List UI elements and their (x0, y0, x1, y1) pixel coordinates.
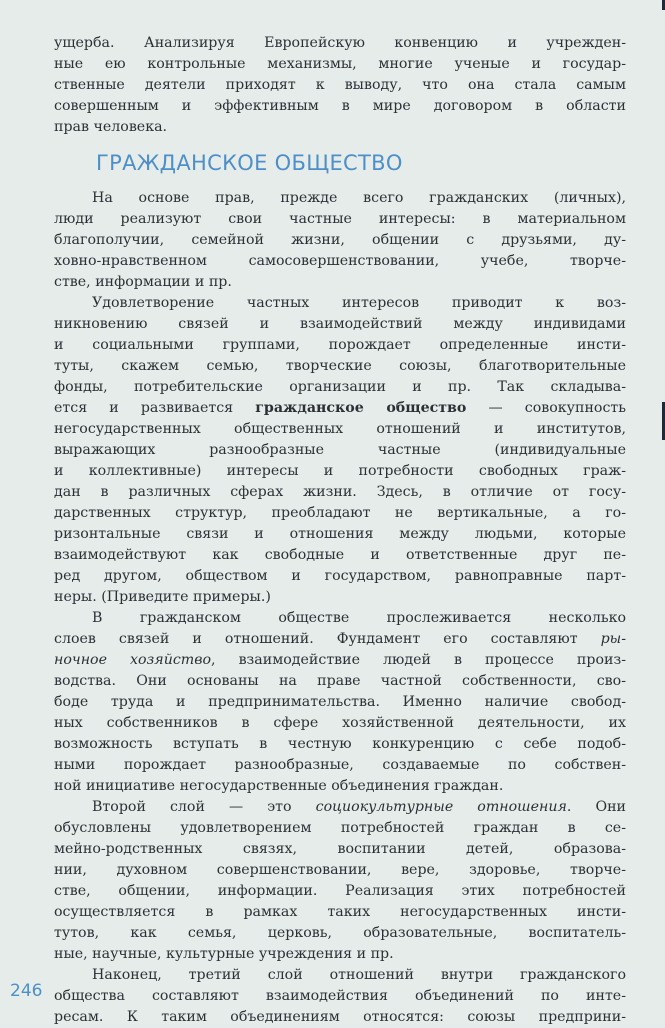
text-line: дарственных структур, преобладают не вертикальные, а го- (54, 505, 626, 521)
text-span: ется и развивается (54, 400, 256, 416)
text-line: стве, информации и пр. (54, 274, 232, 290)
text-span: слоев связей и отношений. Фундамент его составляют (54, 631, 601, 647)
section-heading: ГРАЖДАНСКОЕ ОБЩЕСТВО (96, 151, 403, 175)
text-line: благополучии, семейной жизни, общении с друзьями, ду- (54, 232, 626, 248)
text-line: ные, научные, культурные учреждения и пр. (54, 946, 394, 962)
text-line: ризонтальные связи и отношения между людьми, которые (54, 526, 626, 542)
text-line: возможность вступать в честную конкуренцию с себе подоб- (54, 736, 626, 752)
text-line: На основе прав, прежде всего гражданских (личных), (92, 190, 626, 206)
text-line: совершенным и эффективным в мире договором в области (54, 98, 626, 114)
text-line: ред другом, обществом и государством, равноправные парт- (54, 568, 626, 584)
text-line: ресам. К таким объединениям относятся: союзы предприни- (54, 1009, 626, 1025)
text-line: фонды, потребительские организации и пр. Так складыва- (54, 379, 626, 395)
italic-term: социокультурные отношения (315, 799, 567, 815)
text-line: и коллективные) интересы и потребности свободных граж- (54, 463, 626, 479)
text-line-with-term (54, 398, 626, 419)
text-line: общества составляют взаимодействия объединений по инте- (54, 988, 626, 1004)
text-line: водства. Они основаны на праве частной собственности, сво- (54, 673, 626, 689)
text-line-with-italic (92, 797, 626, 818)
text-line: ными порождает разнообразные, создаваемые по собствен- (54, 757, 626, 773)
text-line: неры. (Приведите примеры.) (54, 589, 271, 605)
text-line: люди реализуют свои частные интересы: в материальном (54, 211, 626, 227)
italic-term: ночное хозяйство (54, 652, 212, 668)
text-line: и социальными группами, порождает определенные инсти- (54, 337, 626, 353)
text-line: ственные деятели приходят к выводу, что она стала самым (54, 77, 626, 93)
text-line: ных собственников в сфере хозяйственной деятельности, их (54, 715, 626, 731)
key-term: гражданское общество (255, 400, 467, 416)
text-line: боде труда и предпринимательства. Именно наличие свобод- (54, 694, 626, 710)
text-line: ховно-нравственном самосовершенствовании, учебе, творче- (54, 253, 626, 269)
text-line: обусловлены удовлетворением потребностей граждан в се- (54, 820, 626, 836)
text-line: тутов, как семья, церковь, образовательные, воспитатель- (54, 925, 626, 941)
text-line: осуществляется в рамках таких негосударственных инсти- (54, 904, 626, 920)
text-line-with-italic (54, 629, 626, 650)
page-number: 246 (10, 981, 43, 1001)
text-line: ущерба. Анализируя Европейскую конвенцию и учрежден- (54, 35, 626, 51)
text-line: ные ею контрольные механизмы, многие ученые и государ- (54, 56, 626, 72)
text-line: выражающих разнообразные частные (индивидуальные (54, 442, 626, 458)
text-line: туты, скажем семью, творческие союзы, благотворительные (54, 358, 626, 374)
text-span: , взаимодействие людей в процессе произ- (211, 652, 626, 668)
text-span: — совокупность (466, 400, 626, 416)
text-line-with-italic (54, 650, 626, 671)
text-line: Наконец, третий слой отношений внутри гражданского (92, 967, 626, 983)
text-line: ной инициативе негосударственные объединения граждан. (54, 778, 504, 794)
text-line: нии, духовном совершенствовании, вере, здоровье, творче- (54, 862, 626, 878)
text-line: Удовлетворение частных интересов приводит к воз- (92, 295, 626, 311)
text-line: взаимодействуют как свободные и ответственные друг пе- (54, 547, 626, 563)
text-line: никновению связей и взаимодействий между индивидами (54, 316, 626, 332)
italic-term: ры- (600, 631, 626, 647)
text-span: . Они (566, 799, 626, 815)
text-line: прав человека. (54, 119, 168, 135)
text-line: стве, общении, информации. Реализация этих потребностей (54, 883, 626, 899)
text-line: мейно-родственных связях, воспитании детей, образова- (54, 841, 626, 857)
text-span: Второй слой — это (92, 799, 316, 815)
text-line: дан в различных сферах жизни. Здесь, в отличие от госу- (54, 484, 626, 500)
text-line: В гражданском обществе прослеживается несколько (92, 610, 626, 626)
text-line: негосударственных общественных отношений и институтов, (54, 421, 626, 437)
